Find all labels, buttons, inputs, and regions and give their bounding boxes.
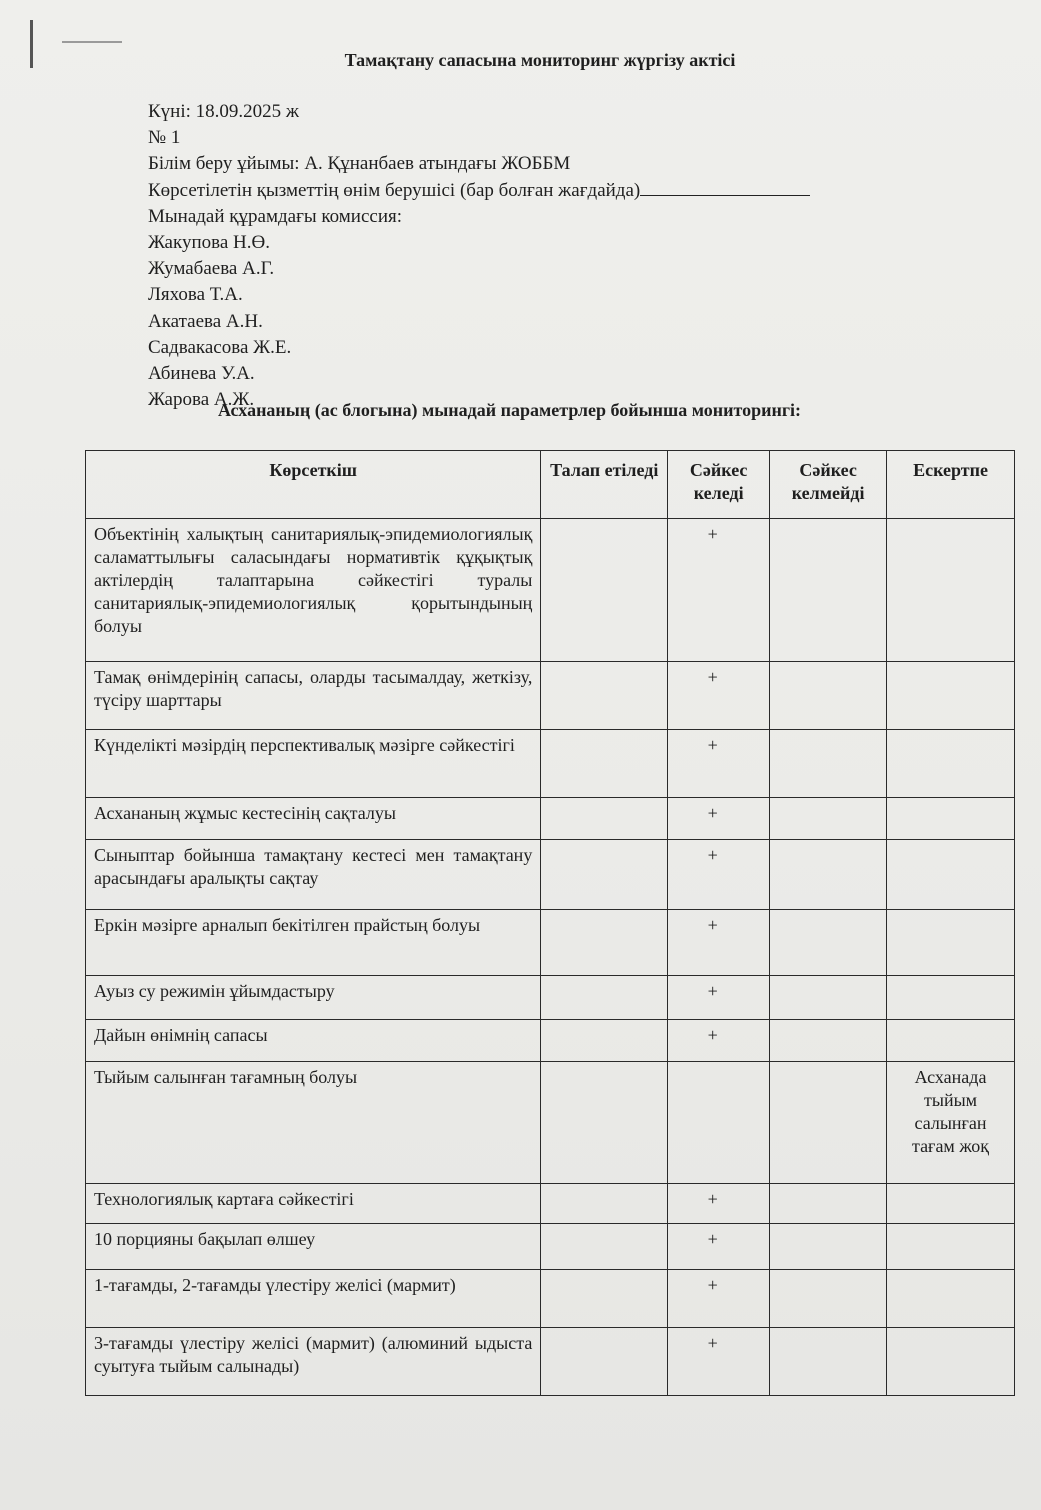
table-row (86, 1328, 1015, 1396)
indicator-cell: 1-тағамды, 2-тағамды үлестіру желісі (мармит) (86, 1270, 541, 1328)
commission-label: Мынадай құрамдағы комиссия: (148, 205, 403, 227)
complies-cell (668, 1224, 770, 1270)
note-cell (887, 1328, 1015, 1396)
indicator-cell: Еркін мәзірге арналып бекітілген прайстың болуы (86, 910, 541, 976)
document-meta (148, 99, 810, 413)
not-complies-cell (770, 1184, 887, 1224)
required-cell (541, 730, 668, 798)
not-complies-cell (770, 910, 887, 976)
complies-cell (668, 910, 770, 976)
complies-mark: + (707, 1275, 718, 1295)
commission-member: Жакупова Н.Ө. (148, 232, 270, 254)
date-line: Күні: 18.09.2025 ж (148, 101, 300, 122)
complies-mark: + (707, 735, 718, 755)
complies-cell (668, 1020, 770, 1062)
complies-mark: + (707, 1189, 718, 1209)
not-complies-cell (770, 798, 887, 840)
table-row (86, 1224, 1015, 1270)
complies-mark: + (707, 524, 718, 544)
note-cell: Асханада тыйым салынған тағам жоқ (887, 1062, 1015, 1184)
not-complies-cell (770, 730, 887, 798)
complies-cell (668, 662, 770, 730)
note-cell (887, 798, 1015, 840)
complies-mark: + (707, 981, 718, 1001)
complies-mark: + (707, 1025, 718, 1045)
complies-mark: + (707, 915, 718, 935)
not-complies-cell (770, 1062, 887, 1184)
indicator-cell: 10 порцияны бақылап өлшеу (86, 1224, 541, 1270)
table-header-row (86, 451, 1015, 519)
not-complies-cell (770, 1020, 887, 1062)
not-complies-cell (770, 1224, 887, 1270)
indicator-cell: Сыныптар бойынша тамақтану кестесі мен тамақтану арасындағы аралықты сақтау (86, 840, 541, 910)
table-row (86, 1270, 1015, 1328)
indicator-cell: 3-тағамды үлестіру желісі (мармит) (алюминий ыдыста суытуға тыйым салынады) (86, 1328, 541, 1396)
indicator-cell: Асхананың жұмыс кестесінің сақталуы (86, 798, 541, 840)
note-cell (887, 730, 1015, 798)
complies-mark: + (707, 1333, 718, 1353)
header-not-complies: Сәйкес келмейді (770, 451, 887, 519)
provider-blank (640, 179, 810, 196)
table-row (86, 662, 1015, 730)
note-cell (887, 1184, 1015, 1224)
note-cell (887, 519, 1015, 662)
required-cell (541, 1184, 668, 1224)
indicator-cell: Ауыз су режимін ұйымдастыру (86, 976, 541, 1020)
header-indicator: Көрсеткіш (86, 451, 541, 519)
complies-cell (668, 1270, 770, 1328)
complies-mark: + (707, 803, 718, 823)
provider-line (148, 178, 810, 204)
not-complies-cell (770, 976, 887, 1020)
complies-cell (668, 1328, 770, 1396)
commission-member: Жумабаева А.Г. (148, 258, 275, 280)
required-cell (541, 662, 668, 730)
table-row (86, 798, 1015, 840)
required-cell (541, 1224, 668, 1270)
table-row (86, 1184, 1015, 1224)
monitoring-table (85, 450, 1015, 1396)
complies-mark: + (707, 845, 718, 865)
indicator-cell: Дайын өнімнің сапасы (86, 1020, 541, 1062)
not-complies-cell (770, 662, 887, 730)
scan-dash-mark (62, 41, 122, 43)
required-cell (541, 1062, 668, 1184)
required-cell (541, 519, 668, 662)
commission-member: Жарова А.Ж. (148, 389, 255, 411)
complies-cell (668, 730, 770, 798)
complies-cell (668, 519, 770, 662)
required-cell (541, 910, 668, 976)
header-note: Ескертпе (887, 451, 1015, 519)
not-complies-cell (770, 1328, 887, 1396)
not-complies-cell (770, 519, 887, 662)
indicator-cell: Күнделікті мәзірдің перспективалық мәзірге сәйкестігі (86, 730, 541, 798)
commission-member: Ляхова Т.А. (148, 284, 243, 306)
note-cell (887, 662, 1015, 730)
complies-cell (668, 976, 770, 1020)
not-complies-cell (770, 1270, 887, 1328)
note-cell (887, 910, 1015, 976)
not-complies-cell (770, 840, 887, 910)
provider-label: Көрсетілетін қызметтің өнім берушісі (бар болған жағдайда) (148, 179, 641, 201)
complies-mark: + (707, 1229, 718, 1249)
commission-member: Акатаева А.Н. (148, 310, 263, 332)
complies-cell (668, 798, 770, 840)
table-row (86, 910, 1015, 976)
document-title: Тамақтану сапасына мониторинг жүргізу актісі (344, 50, 736, 70)
required-cell (541, 976, 668, 1020)
complies-mark: + (707, 667, 718, 687)
note-cell (887, 1270, 1015, 1328)
table-row (86, 840, 1015, 910)
indicator-cell: Тыйым салынған тағамның болуы (86, 1062, 541, 1184)
commission-member: Садвакасова Ж.Е. (148, 336, 292, 358)
number-line: № 1 (148, 127, 181, 149)
table-row (86, 730, 1015, 798)
note-cell (887, 1020, 1015, 1062)
table-row (86, 976, 1015, 1020)
commission-member: Абинева У.А. (148, 363, 255, 385)
required-cell (541, 1270, 668, 1328)
complies-cell (668, 840, 770, 910)
required-cell (541, 1020, 668, 1062)
indicator-cell: Объектінің халықтың санитариялық-эпидемиологиялық саламаттылығы саласындағы нормативтік құқықтық актілердің талаптарына сәйкестігі туралы санитариялық-эпидемиологиялық қорытындының болуы (86, 519, 541, 662)
indicator-cell: Тамақ өнімдерінің сапасы, оларды тасымалдау, жеткізу, түсіру шарттары (86, 662, 541, 730)
note-cell (887, 840, 1015, 910)
section-subtitle: Асхананың (ас блогына) мынадай параметрлер бойынша мониторингі: (218, 400, 802, 420)
header-required: Талап етіледі (541, 451, 668, 519)
complies-cell (668, 1184, 770, 1224)
complies-cell (668, 1062, 770, 1184)
table-row (86, 1062, 1015, 1184)
organization-line: Білім беру ұйымы: А. Құнанбаев атындағы ЖОББМ (148, 153, 571, 175)
required-cell (541, 798, 668, 840)
required-cell (541, 840, 668, 910)
table-row (86, 1020, 1015, 1062)
note-cell (887, 1224, 1015, 1270)
header-complies: Сәйкес келеді (668, 451, 770, 519)
table-row (86, 519, 1015, 662)
indicator-cell: Технологиялық картаға сәйкестігі (86, 1184, 541, 1224)
required-cell (541, 1328, 668, 1396)
note-cell (887, 976, 1015, 1020)
